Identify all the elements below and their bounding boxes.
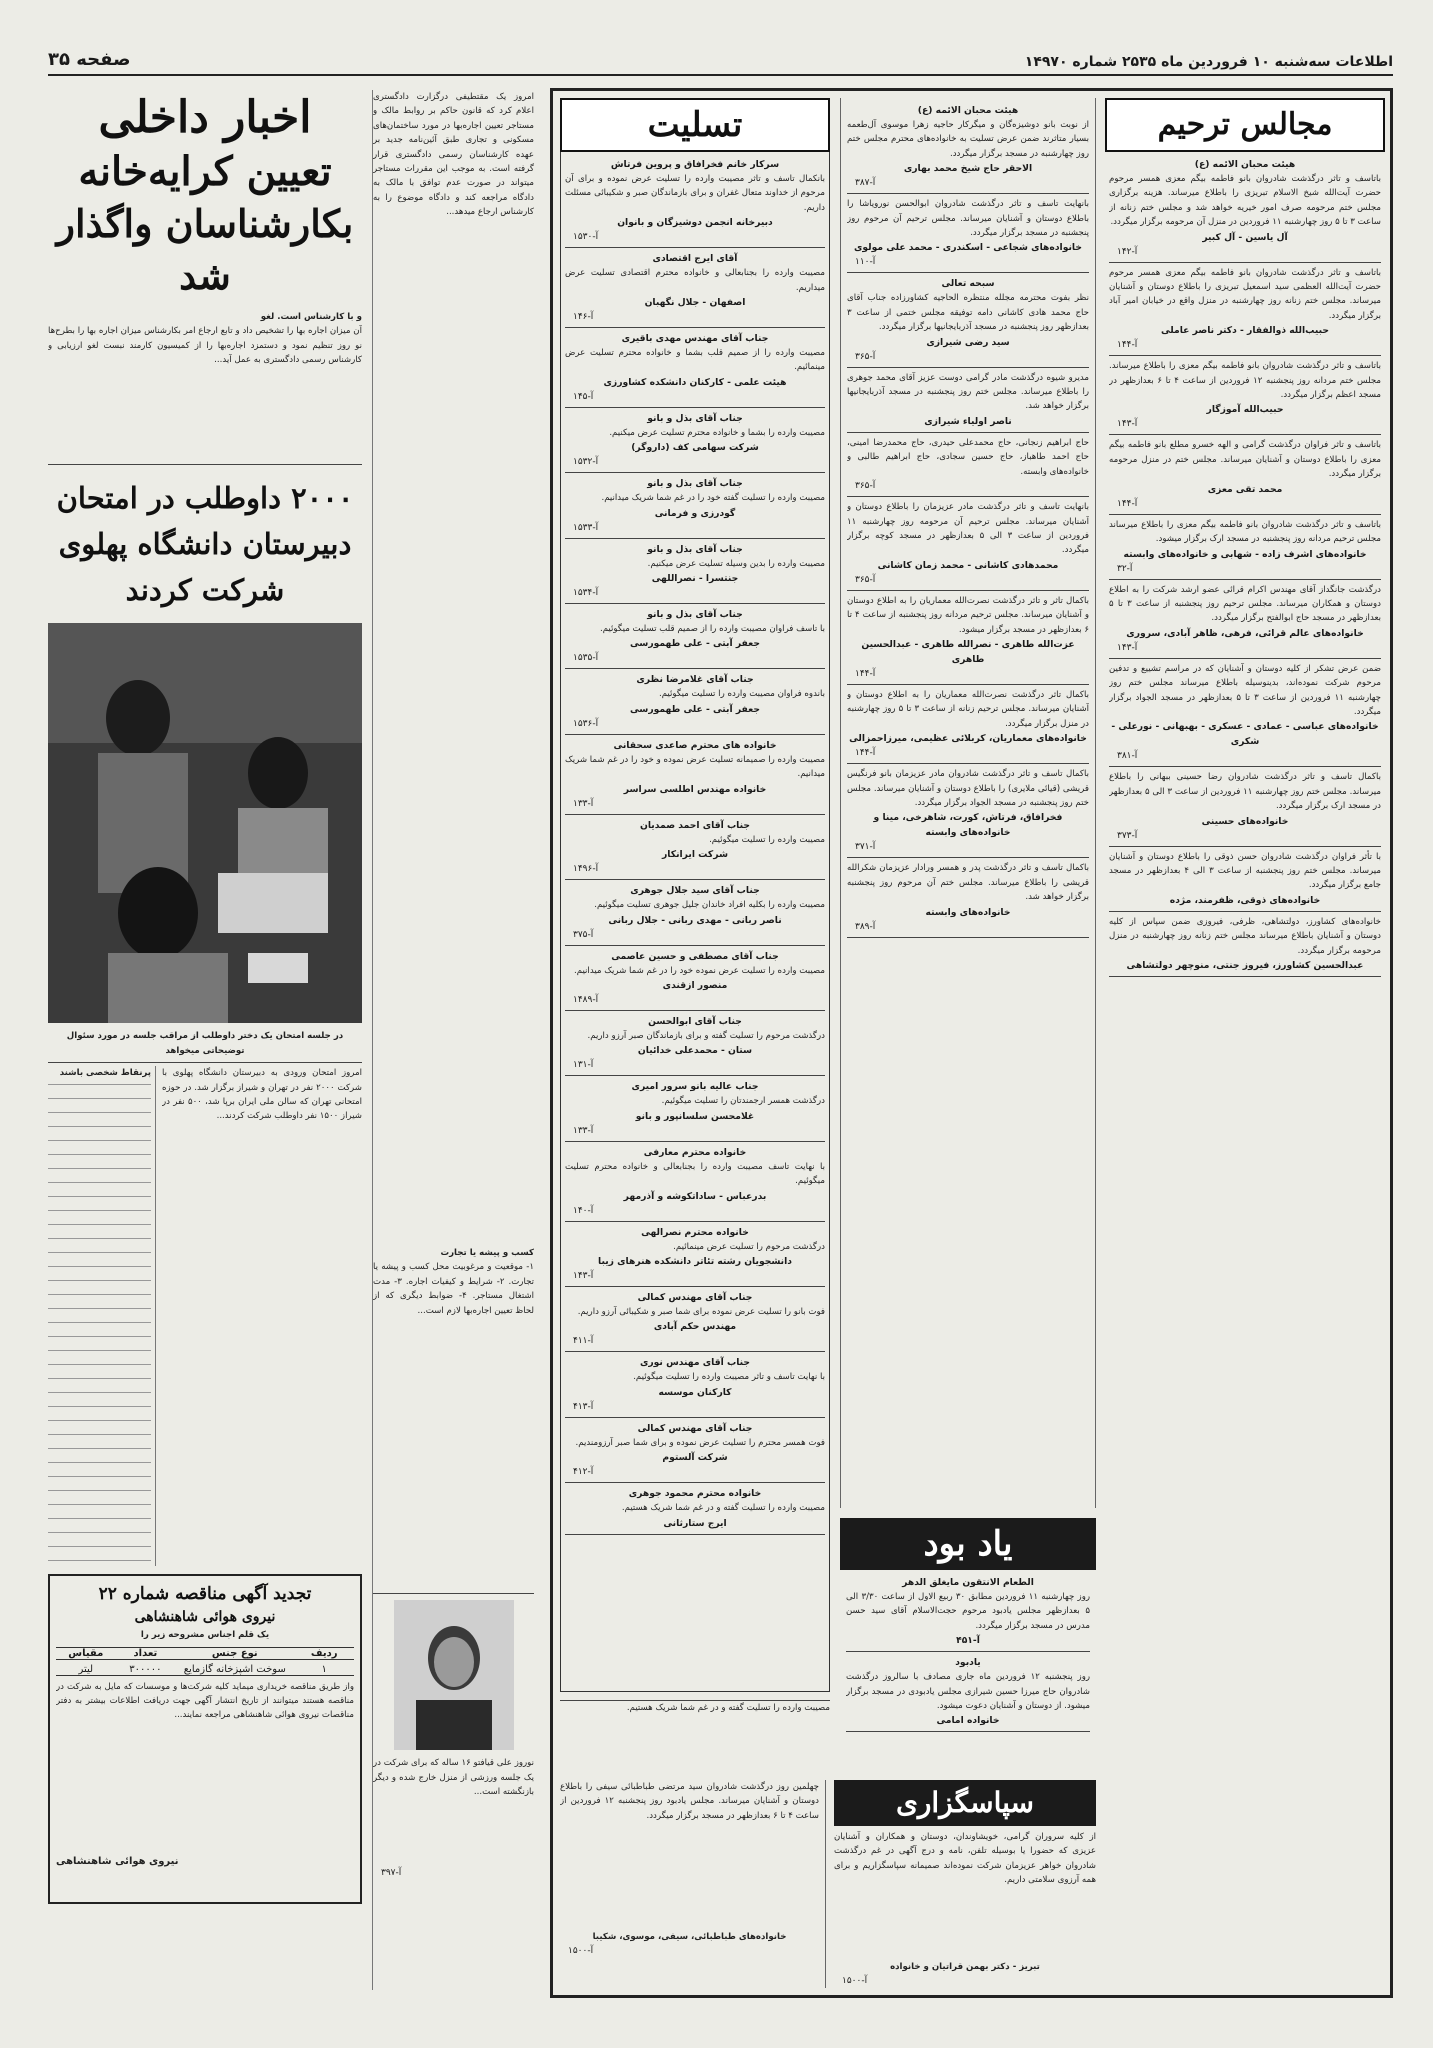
condolence-code: آ-۴۱۲ [573, 1467, 594, 1478]
condolence-item [565, 248, 825, 328]
condolence-code: آ-۱۳۳ [573, 1125, 594, 1136]
memorial-body: باتاسف و تاثر درگذشت شادروان بانو فاطمه بیگم معزی را باطلاع میرساند مجلس ترحیم مردانه روز پنجشنبه در مسجد ارک برگزار میشود. [1109, 519, 1381, 545]
condolence-item [565, 408, 825, 473]
memorial-2-item [847, 100, 1089, 194]
memorial-body: خانواده‌های کشاورز، دولتشاهی، ظرفی، فیروزی ضمن سپاس از کلیه دوستان و آشنایان باطلاع میرساند مجلس ختم زنانه روز چهارشنبه در منزل مرحومه برگزار میگردد. [1109, 916, 1381, 956]
condolence-item [565, 539, 825, 604]
memorial-2-body: از نوبت بانو دوشیزه‌گان و میگرکار حاجیه زهرا موسوی آل‌طعمه بسیار متاثرند ضمن عرض تسلیت به خانواده‌های محترم مجلس ختم روز چهارشنبه در مسجد برگزار میگردد. [847, 120, 1089, 159]
page-header [48, 48, 1393, 76]
tender-notice [48, 1574, 362, 1904]
memorial-code: آ-۳۸۱ [1117, 751, 1138, 762]
headline-exam-1: ۲۰۰۰ داوطلب در امتحان [56, 481, 354, 516]
memorial-item [1109, 659, 1381, 768]
memorial-2-item [847, 273, 1089, 367]
condolence-title: جناب آقای مهندس کمالی [637, 1422, 753, 1434]
section-title: اخبار داخلی [98, 92, 312, 143]
divider [373, 1593, 534, 1594]
remembrance-list [840, 1570, 1096, 1766]
ad-code: آ-۳۹۷ [381, 1868, 402, 1879]
photo-caption: در جلسه امتحان یک دختر داوطلب از مراقب جلسه در مورد سئوال توضیحاتی میخواهد [66, 1031, 344, 1056]
condolence-sign: دبیرخانه انجمن دوشیزگان و بانوان [617, 217, 773, 229]
condolence-title: جناب آقای مهندس نوری [639, 1357, 751, 1369]
memorial-services-list-2 [841, 98, 1095, 1508]
condolence-code: آ-۳۷۵ [573, 929, 594, 940]
exam-list-title: پرنقاط شخصی باشند [59, 1068, 151, 1079]
condolences-continuation [560, 1700, 830, 1770]
condolence-title: جناب آقای بذل و بانو [647, 609, 743, 621]
memorial-body: با تأثر فراوان درگذشت شادروان حسن ذوقی را باطلاع دوستان و آشنایان میرساند. مجلس ختم روز پنجشنبه از ساعت ۳ الی ۴ بعدازظهر در مسجد جامع برگزار میگردد. [1109, 851, 1381, 891]
memorial-sign: خانواده‌های حسینی [1201, 815, 1289, 827]
condolence-sign: جنتسرا - نصراللهی [651, 573, 739, 585]
tender-footer: نیروی هوائی شاهنشاهی [56, 1855, 179, 1867]
condolence-sign: کارکنان موسسه [658, 1386, 732, 1398]
memorial-body: باتاسف و تاثر درگذشت شادروان بانو فاطمه بیگم معزی را باطلاع میرساند. مجلس ختم مردانه روز پنجشنبه ۱۲ فروردین از ساعت ۴ تا ۶ بعدازظهر در مسجد اعظم برگزار میگردد. [1109, 361, 1381, 401]
memorial-2-sign: محمدهادی کاشانی - محمد زمان کاشانی [877, 559, 1059, 571]
condolence-sign: گودرزی و فرمانی [654, 507, 736, 519]
exam-photo-illustration [48, 623, 362, 1023]
exam-story-body: امروز امتحان ورودی به دبیرستان دانشگاه پهلوی با شرکت ۲۰۰۰ نفر در تهران و شیراز برگزار شد. در حوزه امتحانی تهران که سالن ملی ایران برپا شد، ۵۰۰ نفر در شیراز ۱۵۰۰ نفر داوطلب شرکت کردند... [162, 1068, 362, 1122]
condolence-item [565, 946, 825, 1011]
condolence-body: بانکمال تاسف و تاثر مصیبت وارده را تسلیت عرض نموده و برای آن مرحوم از خداوند متعال غفران و برای بازماندگان صبر و شکیبائی مسئلت داریم. [565, 174, 825, 213]
condolence-code: آ-۴۱۱ [573, 1336, 594, 1347]
condolence-title: جناب آقای مهندس مهدی باقیری [621, 333, 769, 345]
memorial-2-body: بانهایت تاسف و تاثر درگذشت مادر عزیزمان را باطلاع دوستان و آشنایان میرساند. مجلس ترحیم آن مرحومه روز چهارشنبه ۱۱ فروردین از ساعت ۳ الی ۵ بعدازظهر در مسجد کوچه برگزار میگردد. [847, 502, 1089, 556]
condolence-sign: بدرعباس - ساداتکوشه و آذرمهر [623, 1190, 767, 1202]
memorial-code: آ-۳۷۳ [1117, 830, 1138, 841]
condolence-title: جناب آقای مهندس کمالی [637, 1291, 753, 1303]
condolence-code: آ-۱۵۳۳ [573, 522, 599, 533]
memorial-services-column [1105, 98, 1385, 1988]
condolence-body: مصیبت وارده را بجنابعالی و خانواده محترم اقتصادی تسلیت عرض میداریم. [565, 268, 825, 293]
memorial-item [1109, 356, 1381, 435]
memorial-sign: عبدالحسین کشاورز، فیروز جنتی، منوچهر دولتشاهی [1126, 960, 1364, 971]
condolence-code: آ-۱۴۳ [573, 1270, 594, 1281]
memorial-2-sign: خانواده‌های معماریان، کربلائی عظیمی، میرزاحمزالی [849, 733, 1087, 745]
condolence-sign: ایرج ستارثانی [663, 1517, 727, 1529]
memorial-2-item [847, 433, 1089, 497]
condolence-item [565, 880, 825, 945]
memorial-body: باتاسف و تاثر فراوان درگذشت گرامی و الهه خسرو مطلع بانو فاطمه بیگم معزی را باطلاع دوستان و آشنایان میرساند. مجلس ختم در منزل مرحومه برگزار میگردد. [1109, 440, 1381, 480]
condolence-body: درگذشت مرحوم را تسلیت عرض مینمائیم. [673, 1241, 825, 1252]
continuation-text: مصیبت وارده را تسلیت گفته و در غم شما شریک هستیم. [626, 1703, 830, 1713]
memorial-item [1109, 767, 1381, 846]
remembrance-title: الطعام الانتقون مایغلق الدهر [902, 1577, 1034, 1588]
memorial-2-item [847, 591, 1089, 685]
memorial-2-item [847, 497, 1089, 591]
memorial-code: آ-۳۲ [1117, 563, 1133, 574]
headline-exam-3: شرکت کردند [125, 573, 285, 608]
memorial-2-code: آ-۳۷۱ [855, 842, 876, 853]
memorial-2-sign: خانواده‌های وابسته [925, 906, 1011, 918]
headline-rent-2: بکارشناسان واگذار شد [56, 201, 354, 298]
memorial-item [1109, 154, 1381, 263]
memorial-services-banner: مجالس ترحیم [1105, 98, 1385, 152]
memorial-sign: خانواده‌های ذوقی، ظفرمند، مژده [1169, 894, 1321, 906]
memorial-2-body: باکمال تاثر درگذشت نصرت‌الله معماریان را به اطلاع دوستان و آشنایان میرساند. مجلس ترحیم زنانه از ساعت ۳ تا ۵ روز چهارشنبه در منزل برگزار میگردد. [847, 689, 1089, 729]
memorial-2-sign: فخرافاق، فرتاش، کورت، شاهرخی، مینا و خانواده‌های وابسته [873, 812, 1063, 839]
condolence-title: جناب آقای بذل و بانو [647, 478, 743, 490]
memorial-2-body: باکمال تاثر و تاثر درگذشت نصرت‌الله معماریان را به اطلاع دوستان و آشنایان میرساند. مجلس ترحیم مردانه روز پنجشنبه از ساعت ۴ تا ۶ بعدازظهر در مسجد برگزار میشود. [847, 595, 1089, 635]
remembrance-item [846, 1572, 1090, 1652]
memorial-2-title: سبحه تعالی [941, 278, 995, 290]
memorial-item [1109, 580, 1381, 659]
memorial-2-code: آ-۳۸۷ [855, 178, 876, 189]
condolence-item [565, 1287, 825, 1352]
condolence-code: آ-۱۵۳۶ [573, 718, 599, 729]
memorial-body: ضمن عرض تشکر از کلیه دوستان و آشنایان که در مراسم تشییع و تدفین مرحوم شرکت نموده‌اند، بدینوسیله باطلاع میرساند مجلس ختم روز چهارشنبه ۱۱ فروردین از ساعت ۳ تا ۵ بعدازظهر در مسجد الجواد برگزار میگردد. [1109, 663, 1381, 717]
divider [48, 464, 362, 465]
tender-cell: ۱ [321, 1663, 327, 1675]
condolence-sign: جعفر آبتی - علی طهمورسی [630, 703, 760, 715]
memorial-2-sign: الاحقر حاج شیخ محمد بهاری [903, 163, 1033, 175]
condolence-code: آ-۱۳۳ [573, 798, 594, 809]
memorial-2-code: آ-۱۴۴ [855, 668, 876, 679]
condolence-title: جناب آقای ابوالحسن [648, 1015, 742, 1027]
condolence-code: آ-۱۵۳۵ [573, 653, 599, 664]
condolence-code: آ-۱۳۱ [573, 1060, 594, 1071]
memorial-2-body: باکمال تاسف و تاثر درگذشت شادروان مادر عزیزمان بانو فرنگیس قریشی (قیائی ملایری) را باطلاع دوستان و آشنایان میرساند. مجلس ختم روز پنجشنبه در مسجد الجواد برگزار میگردد. [847, 769, 1089, 808]
condolence-body: با تاسف فراوان مصیبت وارده را از صمیم قلب تسلیت میگوئیم. [599, 624, 825, 635]
condolence-sign: ناصر ربانی - مهدی ربانی - جلال ربانی [608, 914, 782, 926]
condolence-title: سرکار خانم فخرافاق و پروین فرتاش [610, 159, 780, 170]
acknowledgement-block [560, 1780, 1096, 1990]
condolence-title: جناب آقای احمد صمدیان [639, 819, 750, 831]
memorial-2-item [847, 194, 1089, 273]
memorial-2-code: آ-۳۶۵ [855, 481, 876, 492]
condolence-sign: شرکت سهامی کف (داروگر) [631, 442, 759, 454]
condolence-body: درگذشت مرحوم را تسلیت گفته و برای بازماندگان صبر آرزو داریم. [587, 1030, 825, 1041]
condolence-item [565, 1011, 825, 1076]
condolences-banner: تسلیت [560, 98, 830, 152]
memorial-2-body: مدیرو شیوه درگذشت مادر گرامی دوست عزیز آقای محمد جوهری را باطلاع میرساند. مجلس ختم روز پنجشنبه در مسجد آذربایجانیها برگزار خواهد شد. [847, 372, 1089, 412]
condolence-item [565, 815, 825, 880]
condolence-title: جناب عالیه بانو سرور امیری [631, 1081, 759, 1093]
memorial-2-item [847, 764, 1089, 858]
remembrance-body: روز پنجشنبه ۱۲ فروردین ماه جاری مصادف با سالروز درگذشت شادروان حاج میرزا حسین شیرازی مجلس یادبودی در مسجد برگزار میشود. از دوستان و آشنایان دعوت میشود. [846, 1672, 1090, 1712]
memorial-2-sign: خانواده‌های شجاعی - اسکندری - محمد علی مولوی [854, 242, 1082, 254]
tender-col-item: نوع جنس [211, 1647, 258, 1659]
condolence-code: آ-۱۵۳۴ [573, 588, 599, 599]
condolence-title: خانواده محترم معارفی [643, 1146, 747, 1158]
memorial-item [1109, 847, 1381, 912]
tender-col-row: ردیف [310, 1647, 338, 1659]
condolence-item [565, 735, 825, 815]
fortieth-day-notice: چهلمین روز درگذشت شادروان سید مرتضی طباطبائی سیفی را باطلاع دوستان و آشنایان میرساند. مجلس یادبود روز پنجشنبه ۱۲ فروردین از ساعت ۴ تا ۶ بعدازظهر در مسجد برگزار میگردد. [560, 1782, 819, 1821]
tender-cell: لیتر [78, 1663, 94, 1675]
memorial-sign: محمد تقی معزی [1207, 483, 1283, 495]
tender-col-unit: مقیاس [68, 1647, 104, 1659]
condolence-body: مصیبت وارده را از صمیم قلب بشما و خانواده محترم تسلیت عرض مینمائیم. [565, 348, 825, 373]
condolence-sign: دانشجویان رشته تئاتر دانشکده هنرهای زیبا [598, 1255, 792, 1267]
memorial-item [1109, 912, 1381, 977]
condolence-title: جناب آقای سید جلال جوهری [630, 885, 760, 897]
memorial-body: درگذشت جانگداز آقای مهندس اکرام قرائی عضو ارشد شرکت را به اطلاع دوستان و همکاران میرساند. مجلس ترحیم روز پنجشنبه از ساعت ۳ تا ۵ بعدازظهر در مسجد حاج ابوالفتح برگزار میگردد. [1109, 584, 1381, 624]
condolence-sign: منصور ازقندی [662, 979, 728, 991]
condolence-code: آ-۱۵۳۲ [573, 457, 599, 468]
memorial-item [1109, 435, 1381, 514]
condolence-body: فوت همسر محترم را تسلیت عرض نموده و برای شما صبر آرزومندیم. [575, 1437, 825, 1448]
condolence-body: باندوه فراوان مصیبت وارده را تسلیت میگوئیم. [658, 689, 825, 700]
condolence-body: درگذشت همسر ارجمندتان را تسلیت میگوئیم. [661, 1096, 825, 1107]
condolence-item [565, 1222, 825, 1287]
condolence-body: با نهایت تاسف و تاثر مصیبت وارده را تسلیت میگوئیم. [633, 1372, 825, 1383]
memorial-services-list [1105, 152, 1385, 1992]
condolence-code: آ-۴۱۳ [573, 1401, 594, 1412]
portrait-illustration [394, 1600, 514, 1750]
memorial-sign: آل یاسین - آل کبیر [1202, 231, 1288, 243]
tender-cell: سوخت اشپزخانه گازمایع [183, 1663, 286, 1675]
condolence-title: جناب آقای مصطفی و حسین عاصمی [611, 950, 779, 962]
memorial-2-body: بانهایت تاسف و تاثر درگذشت شادروان ابوالحسن نورویاشا را باطلاع دوستان و آشنایان میرساند. مجلس ترحیم آن مرحوم روز پنجشنبه در مسجد برگزار میگردد. [847, 199, 1089, 239]
condolence-body: مصیبت وارده را بدین وسیله تسلیت عرض میکنیم. [647, 558, 825, 569]
memorial-code: آ-۱۴۳ [1117, 642, 1138, 653]
memorial-item [1109, 515, 1381, 580]
condolence-item [565, 1142, 825, 1222]
condolence-item [565, 1483, 825, 1534]
story-body: آن میزان اجاره بها را تشخیص داد و تابع ارجاع امر بکارشناس میزان اجاره بها را بطرح‌ها نو روز تنظیم نمود و دستمزد اجاره‌بها را از کمیسیون کارمند نبست لغو ارزیابی و کارشناس رسمی دادگستری به عمل آید... [48, 326, 362, 366]
condolence-item [565, 328, 825, 408]
memorial-2-code: آ-۳۶۵ [855, 351, 876, 362]
condolence-body: مصیبت وارده را تسلیت گفته خود را در غم شما شریک میدانیم. [601, 493, 825, 504]
rent-story-column [372, 90, 540, 1990]
condolence-body: مصیبت وارده را صمیمانه تسلیت عرض نموده و خود را در غم شما شریک میدانیم. [565, 754, 825, 780]
memorial-sign: حبیب‌الله ذوالفقار - دکتر ناصر عاملی [1160, 325, 1330, 337]
divider [48, 1062, 362, 1063]
memorial-2-sign: عزت‌الله طاهری - نصرالله طاهری - عبدالحسین طاهری [861, 638, 1075, 665]
condolence-title: جناب آقای غلامرضا نظری [636, 674, 754, 686]
remembrance-sign: خانواده امامی [936, 1715, 1000, 1727]
memorial-code: آ-۱۴۴ [1117, 498, 1138, 509]
condolences-column [560, 98, 830, 1688]
memorial-2-item [847, 685, 1089, 764]
condolence-sign: شرکت ایرانکار [661, 849, 728, 861]
remembrance-block [840, 1518, 1096, 1768]
memorial-2-item [847, 368, 1089, 433]
page-number: صفحه ۳۵ [48, 49, 131, 70]
acknowledgement-body: از کلیه سروران گرامی، خویشاوندان، دوستان و همکاران و آشنایان عزیزی که حضورا یا بوسیله تلفن، نامه و درج آگهی در غم درگذشت شادروان خواهر عزیزمان شرکت نموده‌اند صمیمانه سپاسگزاریم و برای همه آرزوی سلامتی داریم. [834, 1832, 1096, 1886]
missing-person-text: نوروز علی قیافتو ۱۶ ساله که برای شرکت در یک جلسه ورزشی از منزل خارج شده و دیگر بازنگشته است... [373, 1758, 534, 1798]
memorial-body: باتاسف و تاثر درگذشت شادروان بانو فاطمه بیگم معزی همسر مرحوم حضرت آیت‌الله شیخ الاسلام تبریزی را باطلاع میرساند. هزینه برگزاری مجلس ختم مرحومه صرف امور خیریه خواهد شد و مجلس ختم زنانه از ساعت ۳ تا ۵ روز چهارشنبه ۱۱ فروردین در منزل آن مرحومه برگزار میگردد. [1109, 174, 1381, 228]
exam-answer-list [48, 1081, 151, 1561]
memorial-sign: خانواده‌های عباسی - عمادی - عسکری - بهبهانی - نورعلی - شکری [1111, 721, 1379, 748]
condolences-list [560, 152, 830, 1692]
memorial-2-sign: ناصر اولیاء شیرازی [924, 415, 1012, 427]
memorial-code: آ-۱۴۴ [1117, 340, 1138, 351]
rent-list-body: ۱- موقعیت و مرغوبیت محل کسب و پیشه یا تجارت. ۲- شرایط و کیفیات اجاره. ۳- مدت اشتغال مستاجر. ۴- ضوابط دیگری که از لحاظ تعیین اجاره‌بها لازم است... [373, 1262, 534, 1316]
memorial-2-code: آ-۳۸۹ [855, 921, 876, 932]
memorial-sign: خانواده‌های عالم قرائی، فرهی، ظاهر آبادی، سروری [1126, 627, 1364, 639]
condolence-sign: هیئت علمی - کارکنان دانشکده کشاورزی [603, 376, 787, 388]
tender-org: نیروی هوائی شاهنشاهی [134, 1609, 276, 1626]
tender-cell: ۳۰۰۰۰۰ [129, 1663, 162, 1675]
condolence-body: مصیبت وارده را تسلیت عرض نموده خود را در غم شما شریک میدانیم. [574, 965, 825, 976]
condolence-title: خانواده محترم محمود جوهری [628, 1488, 762, 1500]
memorial-2-sign: سید رضی شیرازی [926, 336, 1010, 348]
remembrance-title: یادبود [955, 1657, 981, 1669]
condolence-title: جناب آقای بذل و بانو [647, 543, 743, 555]
remembrance-banner: یاد بود [840, 1518, 1096, 1570]
condolence-body: مصیبت وارده را تسلیت میگوئیم. [709, 834, 825, 845]
condolence-item [565, 1418, 825, 1483]
rent-story-body: امروز یک مقتطیفی درگزارت دادگستری اعلام کرد که قانون حاکم بر روابط مالک و مستاجر تعیین اجاره‌بها در مورد ساختمان‌های مسکونی و تجاری طبق آئین‌نامه جدید بر عهده کارشناسان رسمی دادگستری قرار گرفته است. به موجب این مقررات مستاجر میتواند در صورت عدم توافق با مالک به دادگاه مراجعه کند و دادگاه موضوع را به کارشناس ارجاع میدهد... [373, 92, 534, 218]
condolence-title: آقای ایرج اقتصادی [652, 253, 738, 265]
tender-col-qty: تعداد [133, 1647, 158, 1659]
condolence-item [565, 604, 825, 669]
memorial-body: باتاسف و تاثر درگذشت شادروان بانو فاطمه بیگم معزی همسر مرحوم حضرت آیت‌الله العظمی سید اسمعیل تبریزی را باطلاع دوستان و آشنایان میرساند. مجلس ختم زنانه روز چهارشنبه در منزل واقع در خیابان امیر آباد برگزار میگردد. [1109, 267, 1381, 321]
condolence-sign: غلامحسن سلسانپور و بانو [635, 1110, 755, 1122]
condolence-code: آ-۱۵۳۰ [573, 232, 599, 243]
condolence-title: جناب آقای بذل و بانو [647, 412, 743, 424]
condolence-item [565, 669, 825, 734]
remembrance-item [846, 1652, 1090, 1732]
memorial-sign: خانواده‌های اشرف زاده - شهابی و خانواده‌های وابسته [1123, 548, 1367, 560]
condolence-item [565, 473, 825, 538]
memorial-2-item [847, 858, 1089, 937]
fortieth-day-sign: خانواده‌های طباطبائی، سیفی، موسوی، شکیبا [592, 1932, 787, 1942]
tender-row [56, 1664, 354, 1676]
condolence-title: خانواده محترم نصرالهی [641, 1226, 749, 1238]
condolence-code: آ-۱۴۰ [573, 1205, 594, 1216]
headline-rent-1: تعیین کرایه‌خانه [78, 148, 332, 195]
headline-exam-2: دبیرستان دانشگاه پهلوی [58, 527, 352, 562]
memorial-code: آ-۱۴۲ [1117, 246, 1138, 257]
condolence-body: مصیبت وارده را تسلیت گفته و در غم شما شریک هستیم. [621, 1503, 825, 1514]
ad-code: آ-۱۵۰۰ [568, 1946, 594, 1957]
tender-subtitle: یک قلم اجناس مشروحه زیر را [140, 1630, 270, 1641]
memorial-2-body: حاج ابراهیم زنجانی، حاج محمدعلی حیدری، حاج محمدرضا امینی، حاج احمد طاهباز، حاج حسین سجادی، حاج ابراهیم طالبی و خانواده‌های وابسته. [847, 437, 1089, 477]
memorial-2-body: نظر بفوت محترمه مجلله منتظره الحاجیه کشاورزاده جناب آقای حاج محمد هادی کاشانی دامه توفیقه مجلس ختمی از ساعت ۳ بعدازظهر روز پنجشنبه در مسجد آذربایجانیها برگزار میگردد. [847, 293, 1089, 333]
condolence-code: آ-۱۴۹۶ [573, 864, 599, 875]
condolence-sign: اصفهان - جلال نگهبان [644, 297, 746, 309]
memorial-body: باکمال تاسف و تاثر درگذشت شادروان رضا حسینی ببهانی را باطلاع میرساند. مجلس ختم روز چهارشنبه ۱۱ فروردین از ساعت ۳ الی ۵ بعدازظهر در مسجد ارک برگزار میگردد. [1109, 772, 1381, 812]
tender-text: واز طریق مناقصه خریداری میماید کلیه شرکت‌ها و موسسات که مایل به شرکت در مناقصه هستند میتوانند از تاریخ انتشار آگهی جهت دریافت اطلاعات بیشتر به دفتر مناقصات نیروی هوائی شاهنشاهی مراجعه نمایند... [56, 1681, 354, 1721]
condolence-item [565, 154, 825, 248]
condolence-title: خانواده های محترم صاعدی سحقانی [613, 739, 777, 751]
masthead: اطلاعات سه‌شنبه ۱۰ فروردین ماه ۲۵۳۵ شماره ۱۴۹۷۰ [1024, 54, 1393, 70]
memorial-2-code: آ-۱۴۴ [855, 748, 876, 759]
memorial-2-title: هیئت محبان الائمه (ع) [917, 105, 1019, 116]
acknowledgement-banner: سپاسگزاری [834, 1780, 1096, 1826]
memorial-item [1109, 263, 1381, 357]
condolence-sign: شرکت آلستوم [662, 1452, 728, 1464]
memorial-sign: حبیب‌الله آموزگار [1206, 404, 1284, 416]
tender-table [56, 1647, 354, 1660]
rent-list-title: کسب و پیشه یا تجارت [440, 1248, 534, 1258]
memorial-2-code: آ-۳۶۵ [855, 574, 876, 585]
condolence-body: فوت بانو را تسلیت عرض نموده برای شما صبر و شکیبائی آرزو داریم. [577, 1306, 825, 1317]
condolence-sign: خانواده مهندس اطلسی سراسر [623, 783, 767, 795]
condolence-sign: ستان - محمدعلی خدائیان [637, 1045, 753, 1057]
condolence-body: با نهایت تاسف مصیبت وارده را بجنابعالی و خانواده محترم تسلیت میگوئیم. [565, 1161, 825, 1187]
condolence-item [565, 1076, 825, 1141]
condolence-sign: جعفر آبتی - علی طهمورسی [630, 638, 760, 650]
memorial-code: آ-۱۴۳ [1117, 419, 1138, 430]
acknowledgement-sign: تبریز - دکتر بهمن قراتیان و خانواده [890, 1962, 1040, 1972]
tender-title: تجدید آگهی مناقصه شماره ۲۲ [98, 1584, 312, 1605]
condolence-item [565, 1352, 825, 1417]
memorial-title: هیئت محبان الائمه (ع) [1194, 159, 1296, 170]
ad-code: آ-۱۵۰۰ [842, 1976, 868, 1987]
condolence-body: مصیبت وارده را بشما و خانواده محترم تسلیت عرض میکنیم. [609, 427, 825, 438]
memorial-2-code: آ-۱۱۰ [855, 257, 876, 268]
memorial-services-column-2 [840, 98, 1096, 1508]
domestic-news-column [48, 90, 362, 1990]
condolence-code: آ-۱۴۸۹ [573, 994, 599, 1005]
remembrance-sign: آ-۴۵۱ [956, 1635, 980, 1647]
memorial-2-body: باکمال تاسف و تاثر درگذشت پدر و همسر ورادار عزیزمان شکرالله قریشی را باطلاع میرساند. مجلس ختم آن مرحوم روز پنجشنبه برگزار خواهد شد. [847, 863, 1089, 903]
exam-photo [48, 623, 362, 1023]
condolence-body: مصیبت وارده را بکلیه افراد خاندان جلیل جوهری تسلیت میگوئیم. [594, 900, 825, 911]
condolence-code: آ-۱۴۵ [573, 391, 594, 402]
story-intro: و با کارشناس است. لغو [260, 312, 362, 322]
remembrance-body: روز چهارشنبه ۱۱ فروردین مطابق ۳۰ ربیع الاول از ساعت ۳/۳۰ الی ۵ بعدازظهر مجلس یادبود مرحوم حجت‌الاسلام آقای سید حسن مدرس در مسجد برگزار میگردد. [846, 1592, 1090, 1631]
condolence-sign: مهندس حکم آبادی [653, 1321, 737, 1333]
missing-person-photo [394, 1600, 514, 1750]
condolence-code: آ-۱۴۶ [573, 312, 594, 323]
